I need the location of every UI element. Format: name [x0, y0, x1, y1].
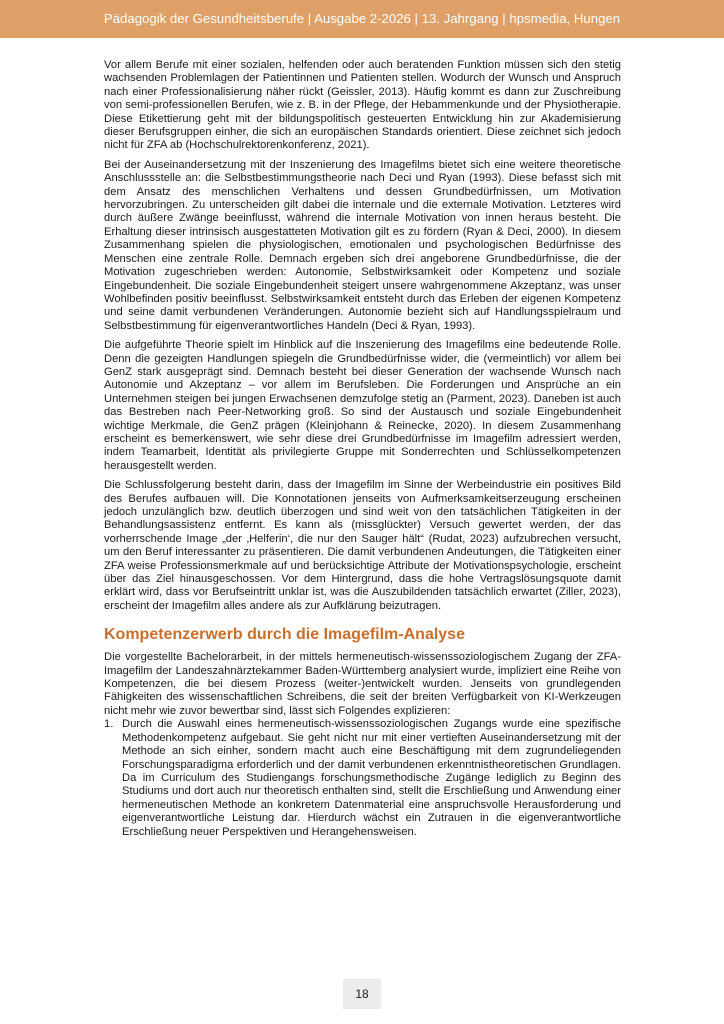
article-body — [104, 59, 621, 839]
body-paragraph: Die aufgeführte Theorie spielt im Hinblick auf die Inszenierung des Imagefilms eine bedeutende Rolle. Denn die gezeigten Handlungen spiegeln die Grundbedürfnisse wider, die (vermeintlich) vor allem bei GenZ stark ausgeprägt sind. Demnach besteht bei dieser Generation der wachsende Wunsch nach Autonomie und Akzeptanz – vor allem im Berufsleben. Die Forderungen und Ansprüche an ein Unternehmen steigen bei jungen Erwachsenen demzufolge stetig an (Parment, 2023). Daneben ist auch das Bestreben nach Peer-Networking groß. So sind der Austausch und soziale Eingebundenheit wichtige Merkmale, die GenZ prägen (Kleinjohann & Reinecke, 2020). In diesem Zusammenhang erscheint es bemerkenswert, wie sehr diese drei Grundbedürfnisse im Imagefilm adressiert werden, indem Teamarbeit, Identität als privilegierte Gruppe mit Sonderrechten und Schlüsselkompetenzen herausgestellt werden. — [104, 339, 621, 472]
list-item-text: Durch die Auswahl eines hermeneutisch-wissenssoziologischen Zugangs wurde eine spezifische Methodenkompetenz aufgebaut. Sie geht nicht nur mit einer vertieften Auseinandersetzung mit der Methode an sich einher, sondern macht auch eine Beschäftigung mit dem zugrundeliegenden Forschungsparadigma erforderlich und der damit verbundenen erkenntnistheoretischen Grundlagen. Da im Curriculum des Studiengangs forschungsmethodische Zugänge lediglich zu Beginn des Studiums und dort auch nur theoretisch enthalten sind, stellt die Erschließung und Anwendung einer hermeneutischen Methode an konkretem Datenmaterial eine anspruchsvolle Herausforderung und eigenverantwortliche Leistung dar. Hierdurch wächst ein Zutrauen in die eigenverantwortliche Erschließung neuer Perspektiven und Herangehensweisen. — [122, 718, 621, 838]
body-paragraph: Vor allem Berufe mit einer sozialen, helfenden oder auch beratenden Funktion müssen sich den stetig wachsenden Problemlagen der Patientinnen und Patienten stellen. Wodurch der Wunsch und Anspruch nach einer Professionalisierung näher rückt (Geissler, 2013). Häufig kommt es dann zur Zuschreibung von semi-professionellen Berufen, wie z. B. in der Pflege, der Hebammenkunde und der Physiotherapie. Diese Etikettierung geht mit der bildungspolitisch gesteuerten Entwicklung hin zur Akademisierung dieser Berufsgruppen einher, die sich an europäischen Standards orientiert. Diese zeichnet sich jedoch nicht für ZFA ab (Hochschulrektorenkonferenz, 2021). — [104, 59, 621, 152]
journal-header-banner: Pädagogik der Gesundheitsberufe | Ausgabe 2-2026 | 13. Jahrgang | hpsmedia, Hungen — [0, 0, 724, 38]
section-heading: Kompetenzerwerb durch die Imagefilm-Analyse — [104, 626, 465, 644]
body-paragraph: Die Schlussfolgerung besteht darin, dass der Imagefilm im Sinne der Werbeindustrie ein positives Bild des Berufes aufbauen will. Die Konnotationen jenseits von Aufmerksamkeitserzeugung erscheinen jedoch unzulänglich bzw. deutlich überzogen und sind weit von den tatsächlichen Tätigkeiten in der Behandlungsassistenz entfernt. Es kann als (missglückter) Versuch gewertet werden, der das vorherrschende Image „der ‚Helferin‘, die nur den Sauger hält“ (Rudat, 2023) aufzubrechen versucht, um den Beruf interessanter zu präsentieren. Die damit verbundenen Andeutungen, die Tätigkeiten einer ZFA weise Professionsmerkmale auf und berücksichtige Attribute der Motivationspsychologie, erscheint über das Ziel hinausgeschossen. Vor dem Hintergrund, dass die hohe Vertragslösungsquote damit erklärt wird, dass vor Berufseintritt unklar ist, was die Auszubildenden tatsächlich erwartet (Ziller, 2023), erscheint der Imagefilm alles andere als zur Aufklärung beizutragen. — [104, 479, 621, 612]
numbered-list — [104, 718, 621, 839]
body-paragraph: Bei der Auseinandersetzung mit der Inszenierung des Imagefilms bietet sich eine weitere theoretische Anschlussstelle an: die Selbstbestimmungstheorie nach Deci und Ryan (1993). Diese befasst sich mit dem Ansatz des menschlichen Verhaltens und dessen Grundbedürfnissen, um Motivation hervorzubringen. Zu unterscheiden gilt dabei die internale und die externale Motivation. Letzteres wird durch äußere Zwänge beeinflusst, während die internale Motivation von innen heraus besteht. Die Erhaltung dieser intrinsisch ausgestatteten Motivation gilt es zu fördern (Ryan & Deci, 2000). In diesem Zusammenhang spielen die physiologischen, emotionalen und psychologischen Bedürfnisse des Menschen eine zentrale Rolle. Demnach ergeben sich drei angeborene Grundbedürfnisse, die der Motivation zugeschrieben werden: Autonomie, Selbstwirksamkeit oder Kompetenz und soziale Eingebundenheit. Die soziale Eingebundenheit steigert unsere wahrgenommene Akzeptanz, was unser Wohlbefinden positiv beeinflusst. Selbstwirksamkeit entsteht durch das Erleben der eigenen Kompetenz und seine damit verbundenen Veränderungen. Autonomie bezieht sich auf Handlungsspielraum und Selbstbestimmung für eigenverantwortliches Handeln (Deci & Ryan, 1993). — [104, 158, 621, 332]
section-intro-paragraph: Die vorgestellte Bachelorarbeit, in der mittels hermeneutisch-wissenssoziologischem Zugang der ZFA-Imagefilm der Landeszahnärztekammer Baden-Württemberg analysiert wurde, impliziert eine Reihe von Kompetenzen, die bei diesem Prozess (weiter-)entwickelt wurden. Jenseits von grundlegenden Fähigkeiten des wissenschaftlichen Schreibens, die seit der breiten Verfügbarkeit von KI-Werkzeugen nicht mehr wie zuvor bewertbar sind, lässt sich Folgendes explizieren: — [104, 651, 621, 717]
page-number: 18 — [343, 979, 381, 1009]
list-item-number: 1. — [104, 718, 114, 731]
list-item — [104, 718, 621, 839]
